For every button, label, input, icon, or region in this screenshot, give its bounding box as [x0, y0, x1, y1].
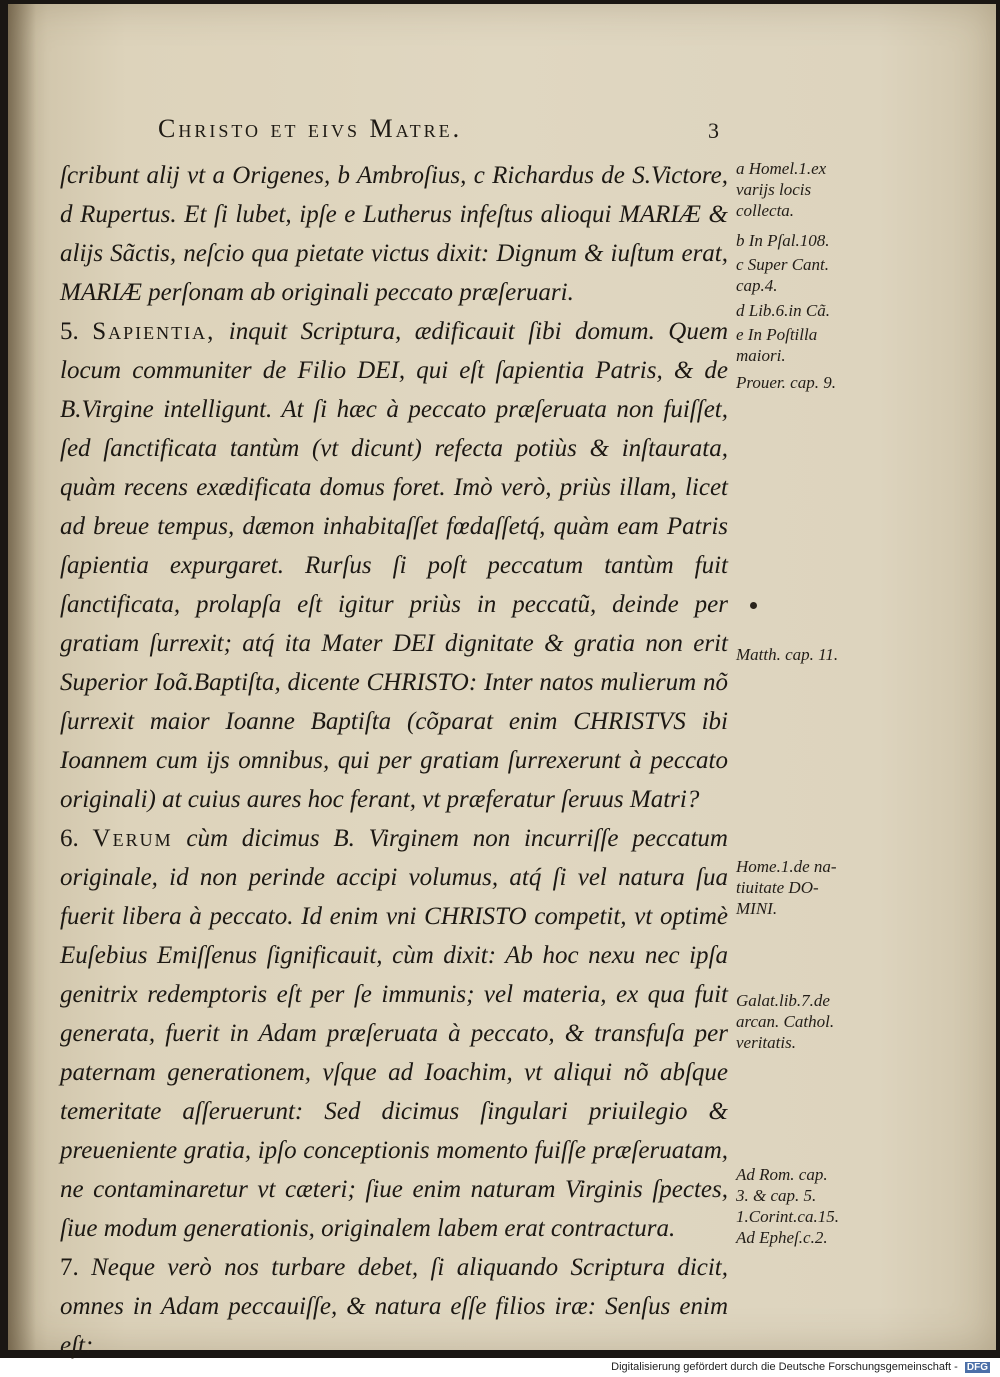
margin-note: Prouer. cap. 9. [736, 373, 836, 392]
margin-note: Home.1.de na- tiuitate DO- MINI. [736, 857, 837, 918]
paragraph-number: 6. [60, 825, 79, 852]
margin-note: Galat.lib.7.de arcan. Cathol. veritatis. [736, 991, 835, 1052]
margin-note: d Lib.6.in Cã. [736, 301, 830, 320]
margin-note: Matth. cap. 11. [736, 645, 839, 664]
margin-note: c Super Cant. cap.4. [736, 255, 830, 295]
paragraph-continuation [60, 156, 728, 312]
paragraph-5 [60, 312, 728, 819]
paragraph-7 [60, 1248, 728, 1365]
paragraph-number: 5. [60, 318, 79, 345]
paragraph-6 [60, 819, 728, 1248]
paragraph-lead-word: Sapientia, [92, 318, 216, 345]
paragraph-number: 7. [60, 1254, 79, 1281]
gutter-shadow [8, 4, 36, 1350]
paragraph-text: Neque verò nos turbare debet, ſi aliquando Scriptura dicit, omnes in Adam peccauiſſe, & natura eſſe filios iræ: Senſus enim eſt: [60, 1254, 729, 1359]
margin-note: a Homel.1.ex varijs locis collecta. [736, 159, 827, 220]
paragraph-lead-word: Verum [92, 825, 173, 852]
book-page [8, 4, 996, 1359]
paragraph-text: inquit Scriptura, ædificauit ſibi domum. Quem locum communiter de Filio DEI, qui eſt ſapientia Patris, & de B.Virgine intelligunt. At ſi hæc à peccato præſeruata non fuiſſet, ſed ſanctificata tantùm (vt dicunt) refecta potiùs & inſtaurata, quàm recens exædificata domus foret. Imò verò, priùs illam, licet ad breue tempus, dæmon inhabitaſſet fœdaſſetq́, quàm eam Patris ſapientia expurgaret. Rurſus ſi poſt peccatum tantùm fuit ſanctificata, prolapſa eſt igitur priùs in peccatũ, deinde per gratiam ſurrexit; atq́ ita Mater DEI dignitate & gratia non erit Superior Ioã.Baptiſta, dicente CHRISTO: Inter natos mulierum nõ ſurrexit maior Ioanne Baptiſta (cõparat enim CHRISTVS ibi Ioannem cum ijs omnibus, qui per gratiam ſurrexerunt à peccato originali) at cuius aures hoc ferant, vt præferatur ſeruus Matri? [60, 318, 728, 813]
margin-bullet-mark [750, 602, 757, 609]
footer-credit [611, 1361, 990, 1373]
paragraph-text: cùm dicimus B. Virginem non incurriſſe peccatum originale, id non perinde accipi volumus, atq́ ſi vel natura ſua fuerit libera à peccato. Id enim vni CHRISTO competit, vt optimè Euſebius Emiſſenus ſignificauit, cùm dixit: Ab hoc nexu nec ipſa genitrix redemptoris eſt per ſe immunis; vel materia, ex qua fuit generata, fuerit in Adam præſeruata à peccato, & transfuſa per paternam generationem, vſque ad Ioachim, vt aliqui nõ abſque temeritate aſſeruerunt: Sed dicimus ſingulari priuilegio & preueniente gratia, ipſo conceptionis momento fuiſſe præſeruatam, ne contaminaretur vt cæteri; ſiue enim naturam Virginis ſpectes, ſiue modum generationis, originalem labem erat contractura. [60, 825, 728, 1242]
margin-note: Ad Rom. cap. 3. & cap. 5. 1.Corint.ca.15. Ad Epheſ.c.2. [736, 1165, 839, 1247]
body-text [60, 156, 728, 1365]
footer-credit-text: Digitalisierung gefördert durch die Deutsche Forschungsgemeinschaft - [611, 1361, 958, 1373]
margin-note: b In Pſal.108. [736, 231, 830, 250]
running-title: Christo et eivs Matre. [158, 114, 463, 143]
paragraph-text: ſcribunt alij vt a Origenes, b Ambroſius, c Richardus de S.Victore, d Rupertus. Et ſi lubet, ipſe e Lutherus infeſtus alioqui MARIÆ & alijs Sãctis, neſcio qua pietate victus dixit: Dignum & iuſtum erat, MARIÆ perſonam ab originali peccato præſeruari. [60, 162, 728, 306]
dfg-logo: DFG [966, 1362, 988, 1373]
page-number: 3 [708, 118, 719, 143]
margin-note: e In Poſtilla maiori. [736, 325, 818, 365]
